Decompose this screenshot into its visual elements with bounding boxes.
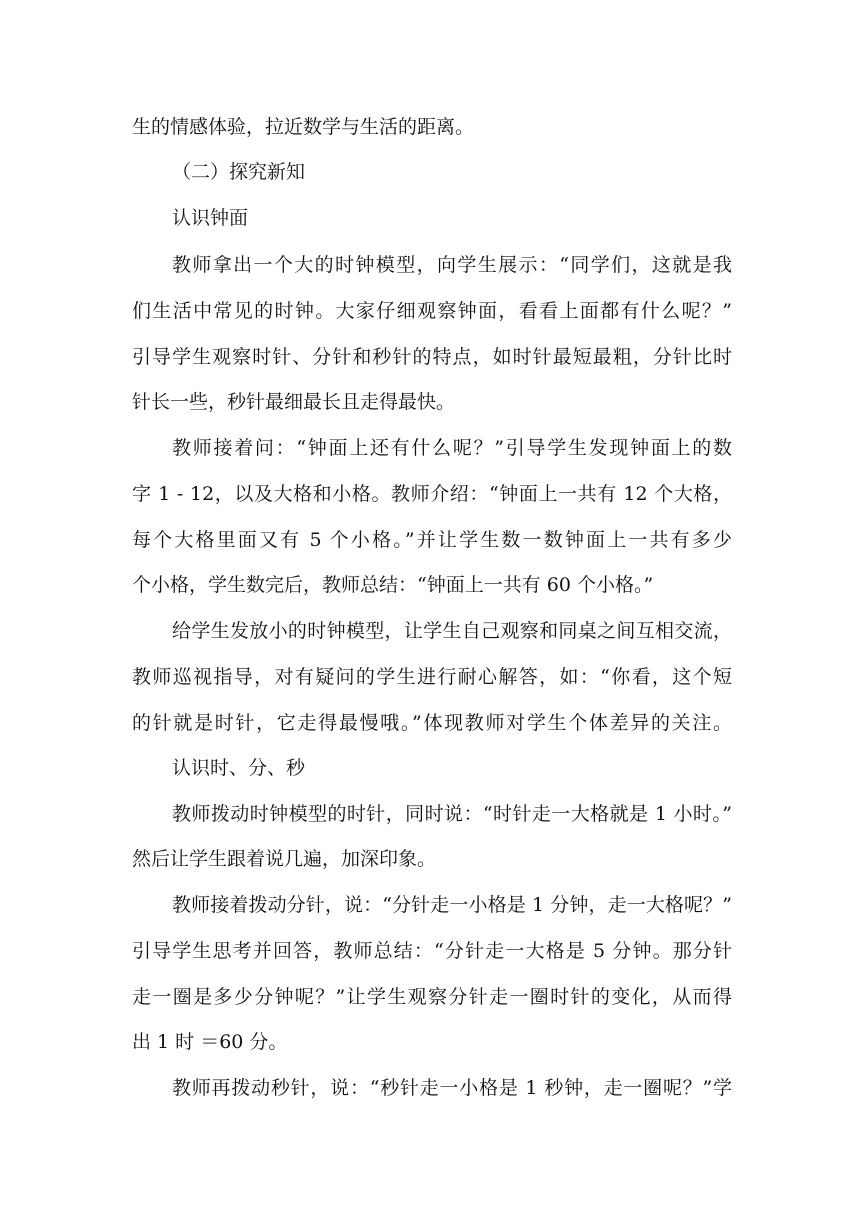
paragraph-line: 们生活中常见的时钟。大家仔细观察钟面，看看上面都有什么呢？” <box>132 300 732 322</box>
paragraph-line: 教师巡视指导，对有疑问的学生进行耐心解答，如：“你看，这个短 <box>132 666 732 688</box>
paragraph-line: 字 1 - 12，以及大格和小格。教师介绍：“钟面上一共有 12 个大格， <box>132 483 732 505</box>
paragraph-line: 然后让学生跟着说几遍，加深印象。 <box>132 848 437 870</box>
paragraph-line: 出 1 时 ＝60 分。 <box>132 1031 288 1053</box>
paragraph-line: 的针就是时针，它走得最慢哦。”体现教师对学生个体差异的关注。 <box>132 712 732 734</box>
paragraph-line: 教师接着问：“钟面上还有什么呢？”引导学生发现钟面上的数 <box>172 437 732 459</box>
paragraph-line: 走一圈是多少分钟呢？”让学生观察分针走一圈时针的变化，从而得 <box>132 986 732 1008</box>
paragraph-line: 针长一些，秒针最细最长且走得最快。 <box>132 391 456 413</box>
paragraph-line: 引导学生思考并回答，教师总结：“分针走一大格是 5 分钟。那分针 <box>132 940 732 962</box>
paragraph-line: 教师接着拨动分针，说：“分针走一小格是 1 分钟，走一大格呢？” <box>172 894 732 916</box>
section-heading: （二）探究新知 <box>172 161 306 183</box>
paragraph-line: 给学生发放小的时钟模型，让学生自己观察和同桌之间互相交流， <box>172 620 732 642</box>
paragraph-line: 生的情感体验，拉近数学与生活的距离。 <box>132 116 475 138</box>
paragraph-line: 教师拿出一个大的时钟模型，向学生展示：“同学们，这就是我 <box>172 254 732 276</box>
paragraph-line: 教师拨动时钟模型的时针，同时说：“时针走一大格就是 1 小时。” <box>172 803 732 825</box>
paragraph-line: 教师再拨动秒针，说：“秒针走一小格是 1 秒钟，走一圈呢？”学 <box>172 1077 732 1099</box>
subsection-heading: 认识钟面 <box>172 207 249 229</box>
subsection-heading: 认识时、分、秒 <box>172 757 306 779</box>
paragraph-line: 每个大格里面又有 5 个小格。”并让学生数一数钟面上一共有多少 <box>132 529 732 551</box>
paragraph-line: 引导学生观察时针、分针和秒针的特点，如时针最短最粗，分针比时 <box>132 346 732 368</box>
paragraph-line: 个小格，学生数完后，教师总结：“钟面上一共有 60 个小格。” <box>132 574 654 596</box>
